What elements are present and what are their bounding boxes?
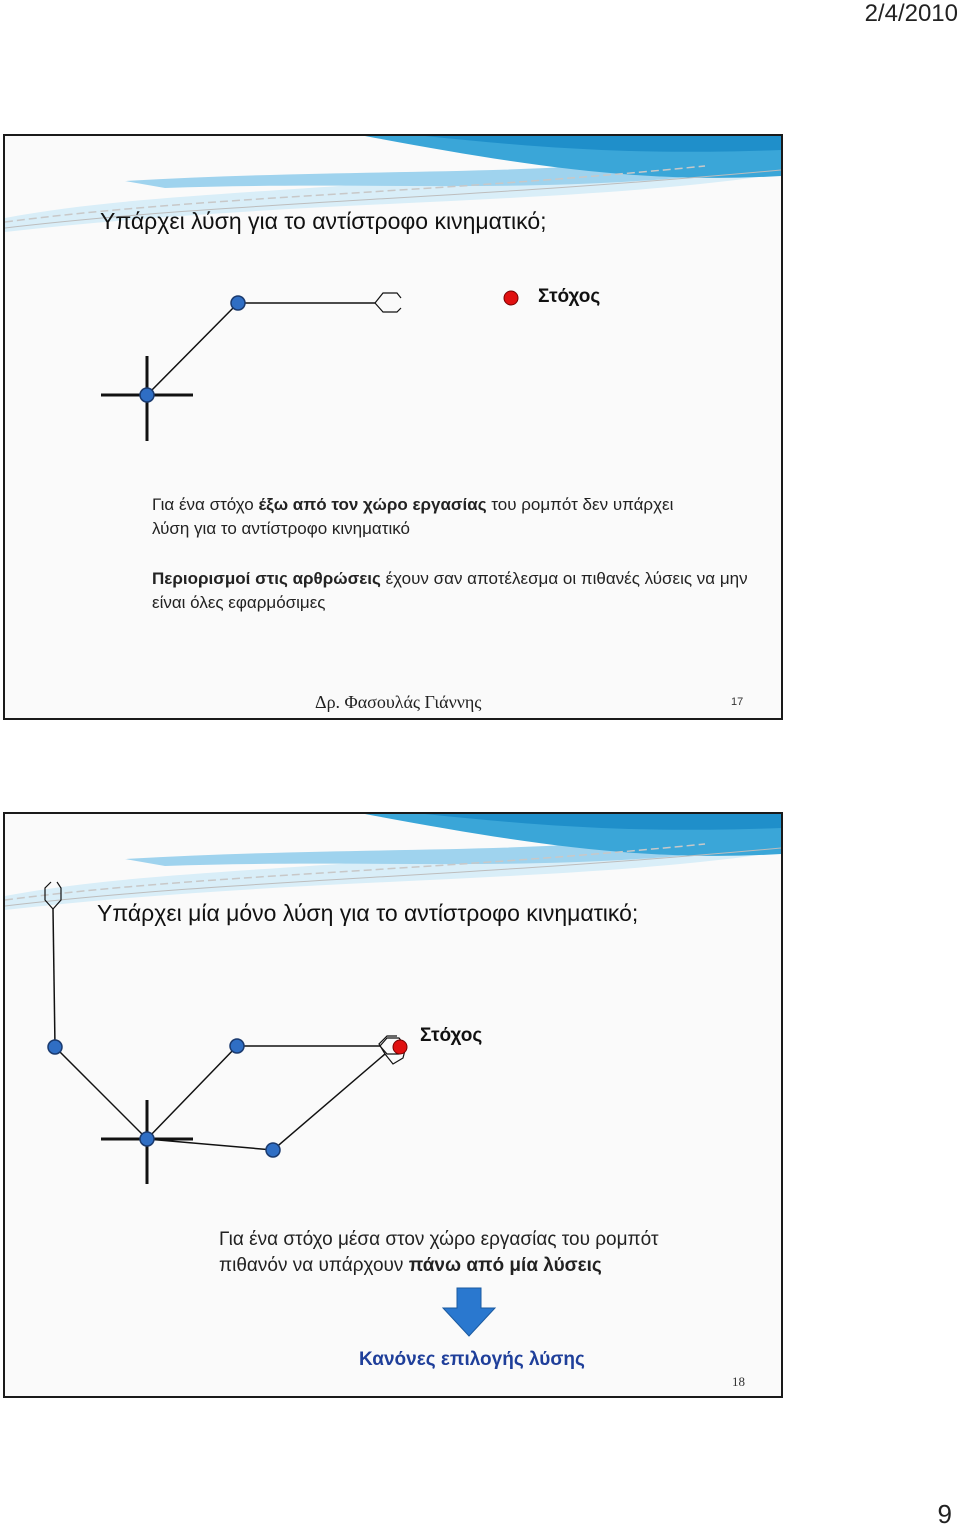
solution-selection-rules: Κανόνες επιλογής λύσης (359, 1349, 585, 1370)
inside-workspace-text: Για ένα στόχο μέσα στον χώρο εργασίας του ρομπότ πιθανόν να υπάρχουν πάνω από μία λύσεις (219, 1229, 659, 1276)
elbow-joint (48, 1040, 62, 1054)
elbow-joint (230, 1039, 244, 1053)
target-label: Στόχος (420, 1025, 483, 1046)
target-label: Στόχος (538, 286, 601, 307)
slide-title: Υπάρχει λύση για το αντίστροφο κινηματικό; (100, 208, 547, 234)
author-footer: Δρ. Φασουλάς Γιάννης (315, 692, 482, 712)
slide-number: 18 (732, 1374, 745, 1389)
gripper-icon (375, 293, 401, 312)
target-marker (504, 291, 518, 305)
slide-18 (3, 812, 783, 1398)
gripper-icon (45, 882, 61, 909)
down-arrow-icon (443, 1288, 495, 1336)
robot-figure (5, 136, 781, 456)
base-joint (140, 388, 154, 402)
elbow-joint (266, 1143, 280, 1157)
slide-17 (3, 134, 783, 720)
elbow-joint (231, 296, 245, 310)
joint-limits-text: Περιορισμοί στις αρθρώσεις έχουν σαν αποτέλεσμα οι πιθανές λύσεις να μην είναι όλες εφαρμόσιμες (152, 569, 748, 612)
base-joint (140, 1132, 154, 1146)
page-number: 9 (937, 1499, 952, 1529)
slide-title: Υπάρχει μία μόνο λύση για το αντίστροφο κινηματικό; (97, 900, 639, 926)
page-date: 2/4/2010 (864, 0, 958, 27)
robot-link-1 (147, 303, 238, 395)
target-marker (393, 1040, 407, 1054)
robot-configurations-figure (5, 814, 781, 1396)
outside-workspace-text: Για ένα στόχο έξω από τον χώρο εργασίας του ρομπότ δεν υπάρχει λύση για το αντίστροφο κινηματικό (152, 495, 674, 538)
slide-number: 17 (731, 696, 744, 708)
